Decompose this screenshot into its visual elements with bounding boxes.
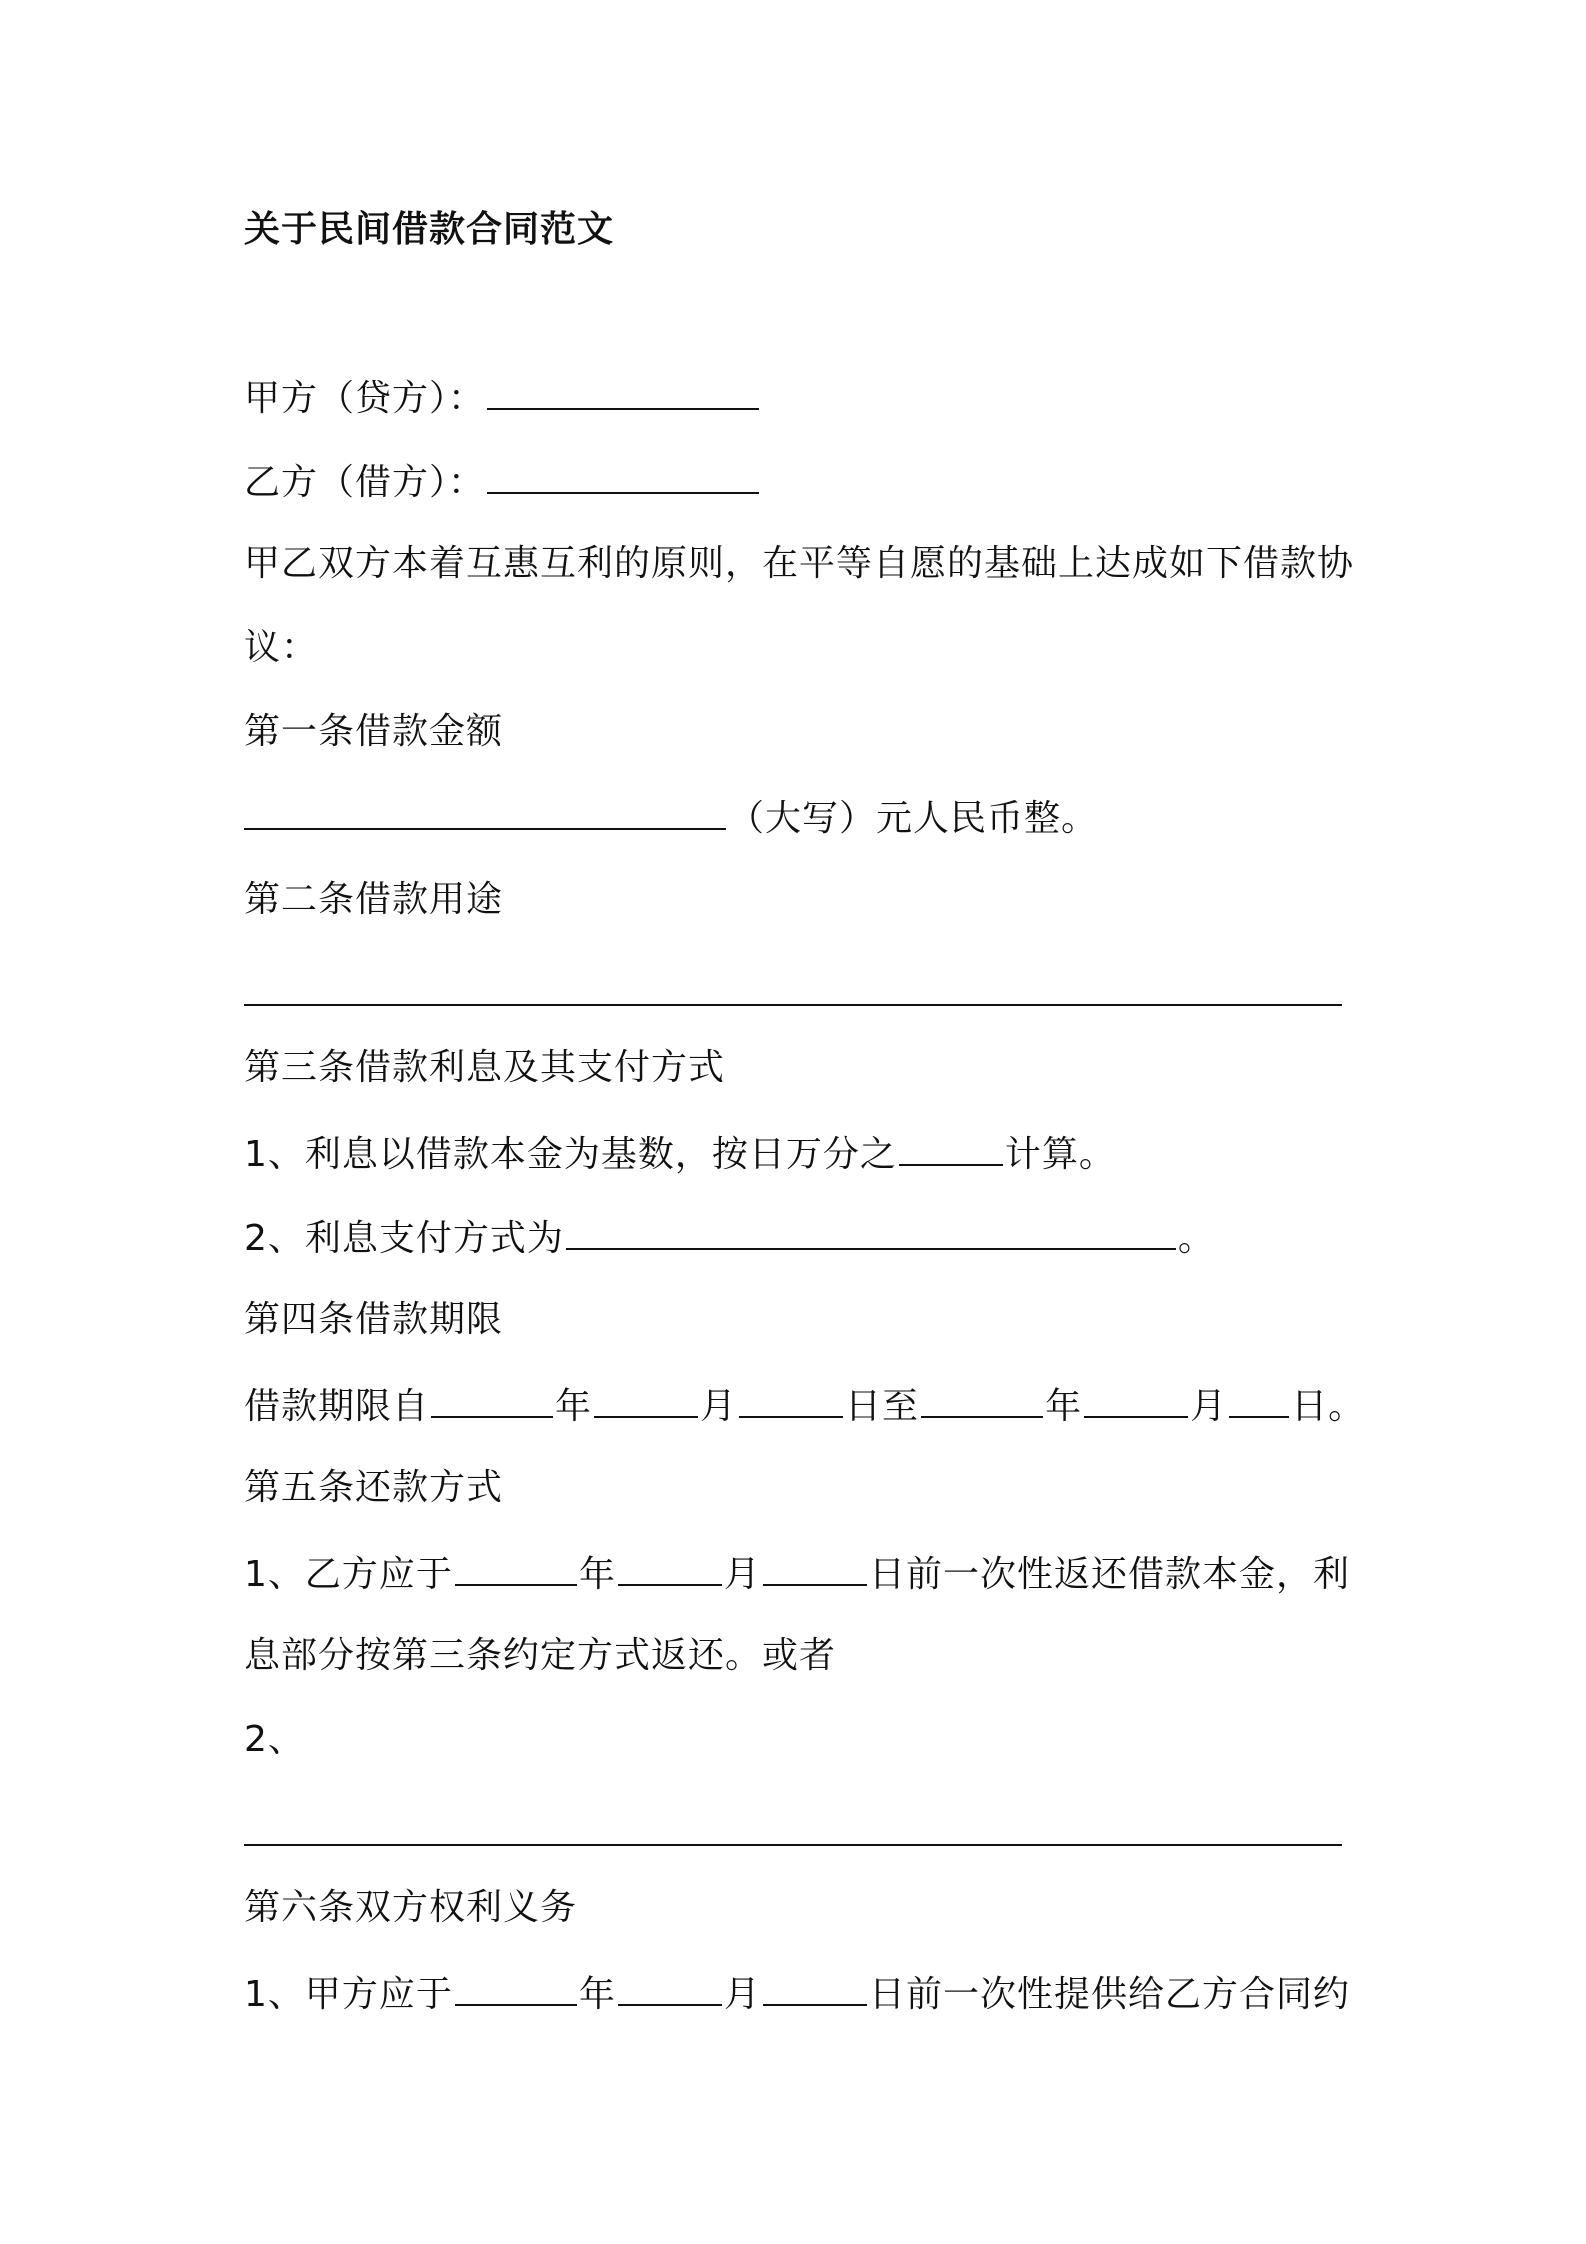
preamble-line-2: 议： (244, 627, 319, 668)
interest-rate-suffix: 计算。 (1004, 1134, 1116, 1175)
lender-name-field[interactable] (487, 374, 759, 410)
article6-heading: 第六条双方权利义务 (244, 1887, 578, 1928)
amount-field[interactable] (244, 794, 726, 830)
article3-heading: 第三条借款利息及其支付方式 (244, 1047, 726, 1088)
start-year-field[interactable] (431, 1382, 553, 1418)
article5-item2: 2、 (244, 1719, 305, 1760)
interest-rate-prefix: 1、利息以借款本金为基数，按日万分之 (244, 1134, 897, 1175)
repay-year-label: 年 (578, 1554, 616, 1595)
payment-method-field[interactable] (566, 1214, 1176, 1250)
article3-item1 (244, 1130, 1116, 1177)
start-year-label: 年 (555, 1386, 593, 1427)
end-month-field[interactable] (1084, 1382, 1188, 1418)
repay-month-label: 月 (723, 1554, 761, 1595)
repay-suffix: 日前一次性返还借款本金，利 (868, 1554, 1350, 1595)
article3-item2 (244, 1214, 1215, 1261)
borrower-line (244, 458, 761, 505)
end-year-field[interactable] (921, 1382, 1043, 1418)
provide-month-field[interactable] (618, 1970, 722, 2006)
article5-item1-line2: 息部分按第三条约定方式返还。或者 (244, 1635, 837, 1676)
lender-label: 甲方（贷方）： (244, 378, 486, 419)
borrower-name-field[interactable] (487, 458, 759, 494)
repay-year-field[interactable] (455, 1550, 577, 1586)
provide-prefix: 1、甲方应于 (244, 1974, 453, 2015)
article5-item1 (244, 1550, 1350, 1597)
article5-heading: 第五条还款方式 (244, 1467, 504, 1508)
repay-prefix: 1、乙方应于 (244, 1554, 453, 1595)
article1-amount-line (244, 794, 1098, 841)
preamble-line-1: 甲乙双方本着互惠互利的原则，在平等自愿的基础上达成如下借款协 (244, 543, 1355, 584)
end-day-field[interactable] (1229, 1382, 1289, 1418)
end-year-label: 年 (1045, 1386, 1083, 1427)
term-prefix: 借款期限自 (244, 1386, 430, 1427)
purpose-field[interactable] (244, 1004, 1342, 1006)
payment-method-prefix: 2、利息支付方式为 (244, 1218, 564, 1259)
payment-method-suffix: 。 (1177, 1218, 1215, 1259)
provide-year-label: 年 (578, 1974, 616, 2015)
provide-day-field[interactable] (763, 1970, 867, 2006)
lender-line (244, 374, 761, 421)
repay-day-field[interactable] (763, 1550, 867, 1586)
interest-rate-field[interactable] (899, 1130, 1003, 1166)
article1-heading: 第一条借款金额 (244, 711, 504, 752)
article6-item1 (244, 1970, 1350, 2017)
start-month-field[interactable] (594, 1382, 698, 1418)
provide-month-label: 月 (723, 1974, 761, 2015)
alt-repay-field[interactable] (244, 1844, 1342, 1846)
end-month-label: 月 (1190, 1386, 1228, 1427)
end-day-label: 日。 (1291, 1386, 1366, 1427)
provide-year-field[interactable] (455, 1970, 577, 2006)
borrower-label: 乙方（借方）： (244, 462, 486, 503)
article2-heading: 第二条借款用途 (244, 879, 504, 920)
article4-term-line (244, 1382, 1365, 1429)
repay-month-field[interactable] (618, 1550, 722, 1586)
document-title: 关于民间借款合同范文 (244, 209, 615, 250)
start-month-label: 月 (700, 1386, 738, 1427)
start-day-label: 日至 (845, 1386, 920, 1427)
start-day-field[interactable] (739, 1382, 843, 1418)
amount-suffix: （大写）元人民币整。 (728, 798, 1099, 839)
provide-suffix: 日前一次性提供给乙方合同约 (868, 1974, 1350, 2015)
article4-heading: 第四条借款期限 (244, 1299, 504, 1340)
